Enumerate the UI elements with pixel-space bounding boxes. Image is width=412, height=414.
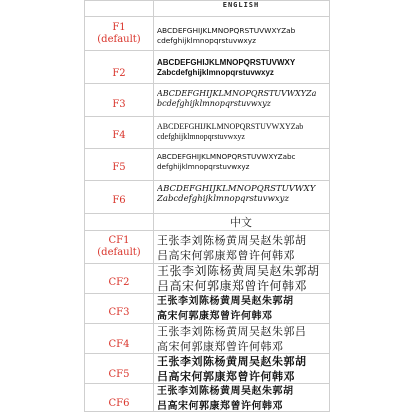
sample-line: 高宋何郭康郑曾许何韩邓 xyxy=(157,340,284,353)
font-label-cf4 xyxy=(85,339,153,351)
font-label-default: (default) xyxy=(97,34,141,45)
font-label-name: CF6 xyxy=(108,398,130,409)
sample-line: 高宋何郭康郑曾许何韩邓 xyxy=(157,311,273,322)
font-sample-cf2 xyxy=(157,264,329,294)
sample-line: Zabcdefghijklmnopqrstuvwxyz xyxy=(157,194,289,204)
font-label-f2 xyxy=(85,68,153,80)
sample-line: ABCDEFGHIJKLMNOPQRSTUVWXYZa xyxy=(157,89,317,98)
font-sample-cf3 xyxy=(157,294,329,324)
font-label-name: F3 xyxy=(112,99,126,110)
sample-line: 王张李刘陈杨黄周吴赵朱郭胡 xyxy=(157,355,307,368)
sample-line: 王张李刘陈杨黄周吴赵朱郭胡 xyxy=(157,296,294,307)
row-divider xyxy=(85,16,329,17)
font-sample-f4 xyxy=(157,122,329,142)
font-label-name: CF3 xyxy=(108,307,130,318)
sample-line: 王张李刘陈杨黄周吴赵朱郭胡 xyxy=(157,386,294,397)
font-label-cf5 xyxy=(85,369,153,381)
sample-line: bcdefghijklmnopqrstuvwxyz xyxy=(157,99,271,108)
row-divider xyxy=(85,83,329,84)
font-sample-cf4 xyxy=(157,324,329,354)
font-sample-f1 xyxy=(157,26,329,46)
sample-line: 吕高宋何郭康郑曾许何韩邓 xyxy=(157,401,283,412)
chinese-column-header: 中文 xyxy=(230,216,252,229)
sample-line: ABCDEFGHIJKLMNOPQRSTUVWXY xyxy=(157,184,316,194)
font-label-f6 xyxy=(85,195,153,207)
row-divider xyxy=(85,180,329,181)
font-sample-f6 xyxy=(157,184,329,204)
font-label-name: CF4 xyxy=(108,339,130,350)
font-label-name: F1 xyxy=(112,22,126,33)
sample-line: ABCDEFGHIJKLMNOPQRSTUVWXYZab xyxy=(157,26,296,35)
font-label-cf3 xyxy=(85,307,153,319)
sample-line: 王张李刘陈杨黄周吴赵朱郭吕 xyxy=(157,325,307,338)
font-sample-f2 xyxy=(157,58,329,78)
font-label-name: CF1 xyxy=(108,235,130,246)
font-label-cf1 xyxy=(85,235,153,259)
english-column-header: ENGLISH xyxy=(222,1,260,9)
font-label-name: F5 xyxy=(112,162,126,173)
font-label-f4 xyxy=(85,130,153,142)
column-separator xyxy=(153,0,154,412)
sample-line: ABCDEFGHIJKLMNOPQRSTUVWXYZab xyxy=(157,122,304,131)
font-sample-f3 xyxy=(157,89,329,109)
sample-line: cdefghijklmnopqrstuvwxyz xyxy=(157,36,257,45)
font-label-cf2 xyxy=(85,277,153,289)
row-divider xyxy=(85,148,329,149)
font-label-name: F4 xyxy=(112,130,126,141)
row-divider xyxy=(85,50,329,51)
sample-line: 吕高宋何郭康郑曾许何韩邓 xyxy=(157,279,308,293)
font-sample-cf5 xyxy=(157,354,329,384)
font-label-f5 xyxy=(85,162,153,174)
font-label-cf6 xyxy=(85,398,153,410)
sample-line: Zabcdefghijklmnopqrstuvwxyz xyxy=(157,68,274,77)
sample-line: ABCDEFGHIJKLMNOPQRSTUVWXY xyxy=(157,58,296,67)
font-label-f3 xyxy=(85,99,153,111)
sample-line: cdefghijklmnopqrstuvwxyz xyxy=(157,132,245,141)
row-divider xyxy=(85,116,329,117)
font-sample-f5 xyxy=(157,152,329,172)
font-label-name: F6 xyxy=(112,195,126,206)
font-label-f1 xyxy=(85,22,153,46)
font-label-name: F2 xyxy=(112,68,126,79)
row-divider xyxy=(85,230,329,231)
font-sample-table xyxy=(84,0,330,412)
sample-line: 王张李刘陈杨黄周吴赵朱郭胡 xyxy=(157,234,307,247)
font-label-name: CF2 xyxy=(108,277,130,288)
font-sample-cf6 xyxy=(157,384,329,414)
font-label-name: CF5 xyxy=(108,369,130,380)
sample-line: 王张李刘陈杨黄周吴赵朱郭胡 xyxy=(157,264,320,278)
sample-line: 吕高宋何郭康郑曾许何韩邓 xyxy=(157,249,295,262)
sample-line: defghijklmnopqrstuvwxyz xyxy=(157,162,250,171)
font-sample-cf1 xyxy=(157,233,329,263)
font-label-default: (default) xyxy=(97,247,141,258)
sample-line: 吕高宋何郭康郑曾许何韩邓 xyxy=(157,370,295,383)
sample-line: ABCDEFGHIJKLMNOPQRSTUVWXYZabc xyxy=(157,152,296,161)
